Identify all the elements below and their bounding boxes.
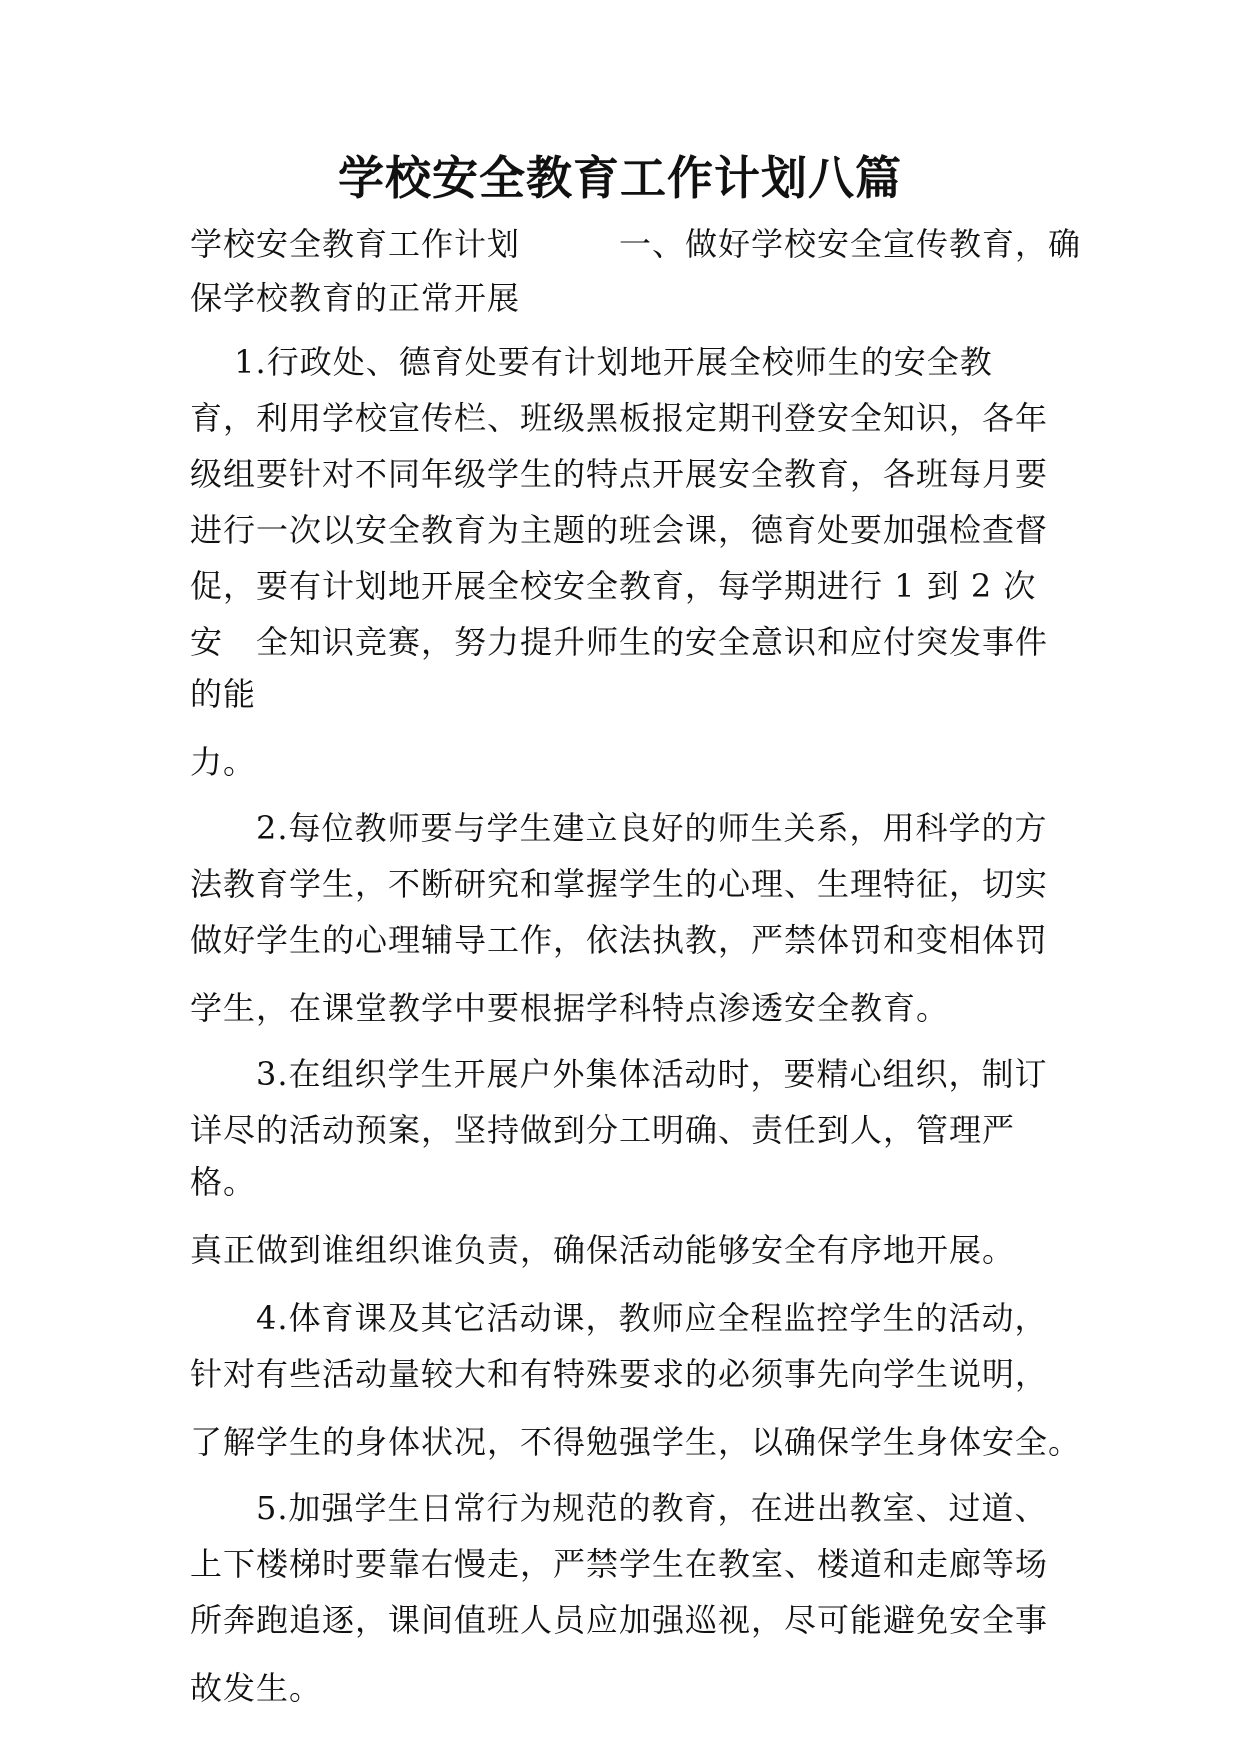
text-line: 5.加强学生日常行为规范的教育，在进出教室、过道、 bbox=[190, 1489, 1048, 1527]
text-line: 所奔跑追逐，课间值班人员应加强巡视，尽可能避免安全事 bbox=[190, 1601, 1049, 1639]
text-line: 4.体育课及其它活动课，教师应全程监控学生的活动， bbox=[190, 1299, 1048, 1337]
text-line: 法教育学生，不断研究和掌握学生的心理、生理特征，切实 bbox=[190, 865, 1049, 903]
text-line: 2.每位教师要与学生建立良好的师生关系，用科学的方 bbox=[190, 809, 1048, 847]
document-title: 学校安全教育工作计划八篇 bbox=[338, 151, 902, 205]
text-line: 的能 bbox=[190, 675, 257, 713]
text-line: 了解学生的身体状况，不得勉强学生，以确保学生身体安全。 bbox=[190, 1423, 1082, 1461]
text-line: 针对有些活动量较大和有特殊要求的必须事先向学生说明， bbox=[190, 1355, 1049, 1393]
text-line: 做好学生的心理辅导工作，依法执教，严禁体罚和变相体罚 bbox=[190, 921, 1049, 959]
text-line: 力。 bbox=[190, 743, 257, 781]
text-line: 上下楼梯时要靠右慢走，严禁学生在教室、楼道和走廊等场 bbox=[190, 1545, 1049, 1583]
text-line: 1.行政处、德育处要有计划地开展全校师生的安全教 bbox=[190, 343, 993, 381]
text-line: 保学校教育的正常开展 bbox=[190, 279, 521, 317]
text-line: 促，要有计划地开展全校安全教育，每学期进行 1 到 2 次 bbox=[190, 567, 1037, 605]
text-line: 格。 bbox=[190, 1163, 257, 1201]
text-line: 育，利用学校宣传栏、班级黑板报定期刊登安全知识，各年 bbox=[190, 399, 1049, 437]
text-line: 级组要针对不同年级学生的特点开展安全教育，各班每月要 bbox=[190, 455, 1049, 493]
text-line: 故发生。 bbox=[190, 1669, 323, 1707]
text-line: 进行一次以安全教育为主题的班会课，德育处要加强检查督 bbox=[190, 511, 1049, 549]
text-line: 真正做到谁组织谁负责，确保活动能够安全有序地开展。 bbox=[190, 1231, 1016, 1269]
text-line: 安 全知识竞赛，努力提升师生的安全意识和应付突发事件 bbox=[190, 623, 1049, 661]
text-line: 详尽的活动预案，坚持做到分工明确、责任到人，管理严 bbox=[190, 1111, 1016, 1149]
text-line: 3.在组织学生开展户外集体活动时，要精心组织，制订 bbox=[190, 1055, 1048, 1093]
text-line: 学生，在课堂教学中要根据学科特点渗透安全教育。 bbox=[190, 989, 950, 1027]
text-line: 学校安全教育工作计划 一、做好学校安全宣传教育，确 bbox=[190, 225, 1082, 263]
